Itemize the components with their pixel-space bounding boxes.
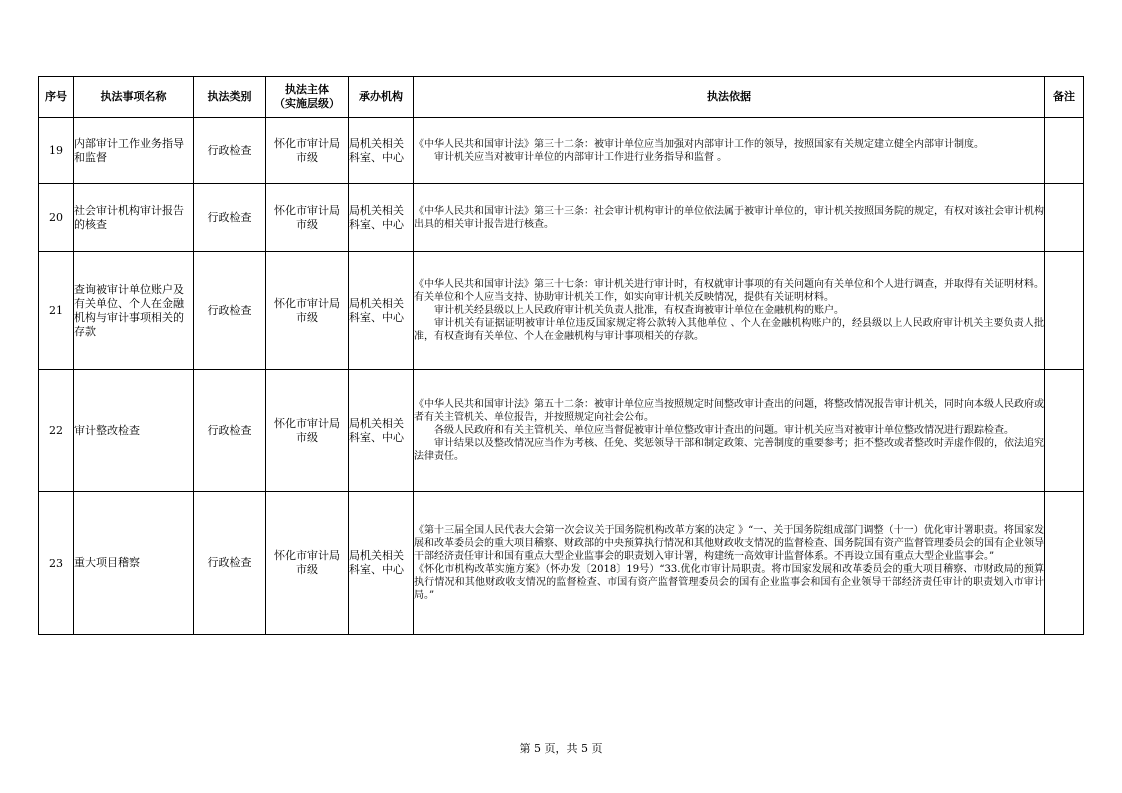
header-category: 执法类别 [194, 77, 266, 118]
row-subject: 怀化市审计局 市级 [266, 184, 349, 252]
row-category: 行政检查 [194, 370, 266, 492]
table-row [39, 252, 1084, 370]
basis-paragraph: 《怀化市机构改革实施方案》（怀办发〔2018〕19号）“33.优化市审计局职责。将市国家发展和改革委员会的重大项目稽察、市财政局的预算执行情况和其他财政收支情况的监督检查、市国有资产监督管理委员会的国有企业监事会和国有企业领导干部经济责任审计的职责划入市审计局。” [414, 564, 1044, 601]
row-category: 行政检查 [194, 184, 266, 252]
row-seq: 20 [39, 184, 74, 252]
page-footer: 第 5 页，共 5 页 [519, 742, 603, 755]
basis-paragraph: 审计结果以及整改情况应当作为考核、任免、奖惩领导干部和制定政策、完善制度的重要参考；拒不整改或者整改时弄虚作假的，依法追究法律责任。 [414, 438, 1044, 462]
row-category: 行政检查 [194, 118, 266, 184]
row-item-name: 社会审计机构审计报告的核查 [74, 184, 194, 252]
row-seq: 19 [39, 118, 74, 184]
basis-paragraph: 《中华人民共和国审计法》第三十二条：被审计单位应当加强对内部审计工作的领导，按照国家有关规定建立健全内部审计制度。 [414, 138, 984, 150]
row-basis [414, 252, 1045, 370]
row-seq: 21 [39, 252, 74, 370]
row-org: 局机关相关科室、中心 [349, 370, 414, 492]
header-basis: 执法依据 [414, 77, 1045, 118]
header-subject: 执法主体 （实施层级） [266, 77, 349, 118]
table-row [39, 118, 1084, 184]
basis-paragraph: 《中华人民共和国审计法》第三十七条：审计机关进行审计时，有权就审计事项的有关问题向有关单位和个人进行调查，并取得有关证明材料。有关单位和个人应当支持、协助审计机关工作，如实向审计机关反映情况，提供有关证明材料。 [414, 279, 1044, 303]
basis-paragraph: 审计机关经县级以上人民政府审计机关负责人批准，有权查询被审计单位在金融机构的账户。 [434, 305, 844, 316]
row-subject: 怀化市审计局 市级 [266, 492, 349, 635]
row-org: 局机关相关科室、中心 [349, 184, 414, 252]
basis-paragraph: 审计机关有证据证明被审计单位违反国家规定将公款转入其他单位 、个人在金融机构账户的，经县级以上人民政府审计机关主要负责人批准，有权查询有关单位、个人在金融机构与审计事项相关的存款。 [414, 318, 1044, 342]
row-org: 局机关相关科室、中心 [349, 492, 414, 635]
basis-paragraph: 审计机关应当对被审计单位的内部审计工作进行业务指导和监督 。 [434, 151, 728, 163]
row-remark [1045, 370, 1084, 492]
row-item-name: 审计整改检查 [74, 370, 194, 492]
row-basis [414, 184, 1045, 252]
basis-paragraph: 《中华人民共和国审计法》第五十二条：被审计单位应当按照规定时间整改审计查出的问题，将整改情况报告审计机关，同时向本级人民政府或者有关主管机关、单位报告，并按照规定向社会公布。 [414, 399, 1044, 423]
row-seq: 22 [39, 370, 74, 492]
table-row [39, 184, 1084, 252]
row-item-name: 内部审计工作业务指导和监督 [74, 118, 194, 184]
row-remark [1045, 118, 1084, 184]
table-row [39, 492, 1084, 635]
row-item-name: 重大项目稽察 [74, 492, 194, 635]
row-subject: 怀化市审计局 市级 [266, 118, 349, 184]
row-seq: 23 [39, 492, 74, 635]
header-seq: 序号 [39, 77, 74, 118]
row-org: 局机关相关科室、中心 [349, 118, 414, 184]
row-remark [1045, 184, 1084, 252]
row-category: 行政检查 [194, 252, 266, 370]
basis-paragraph: 《第十三届全国人民代表大会第一次会议关于国务院机构改革方案的决定 》“一、关于国务院组成部门调整（十一）优化审计署职责。将国家发展和改革委员会的重大项目稽察、财政部的中央预算执行情况和其他财政收支情况的监督检查、国务院国有资产监督管理委员会的国有企业领导干部经济责任审计和国有重点大型企业监事会的职责划入审计署，构建统一高效审计监督体系。不再设立国有重点大型企业监事会。” [414, 525, 1044, 562]
row-basis [414, 118, 1045, 184]
row-subject: 怀化市审计局 市级 [266, 370, 349, 492]
basis-paragraph: 《中华人民共和国审计法》第三十三条：社会审计机构审计的单位依法属于被审计单位的，审计机关按照国务院的规定，有权对该社会审计机构出具的相关审计报告进行核查。 [414, 205, 1044, 230]
header-item-name: 执法事项名称 [74, 77, 194, 118]
header-row [39, 77, 1084, 118]
row-category: 行政检查 [194, 492, 266, 635]
header-remark: 备注 [1045, 77, 1084, 118]
row-org: 局机关相关科室、中心 [349, 252, 414, 370]
row-basis [414, 370, 1045, 492]
row-subject: 怀化市审计局 市级 [266, 252, 349, 370]
row-basis [414, 492, 1045, 635]
row-remark [1045, 492, 1084, 635]
basis-paragraph: 各级人民政府和有关主管机关、单位应当督促被审计单位整改审计查出的问题。审计机关应当对被审计单位整改情况进行跟踪检查。 [434, 425, 1014, 436]
header-org: 承办机构 [349, 77, 414, 118]
table-row [39, 370, 1084, 492]
row-remark [1045, 252, 1084, 370]
enforcement-table [38, 76, 1084, 635]
row-item-name: 查询被审计单位账户及有关单位、个人在金融机构与审计事项相关的存款 [74, 252, 194, 370]
